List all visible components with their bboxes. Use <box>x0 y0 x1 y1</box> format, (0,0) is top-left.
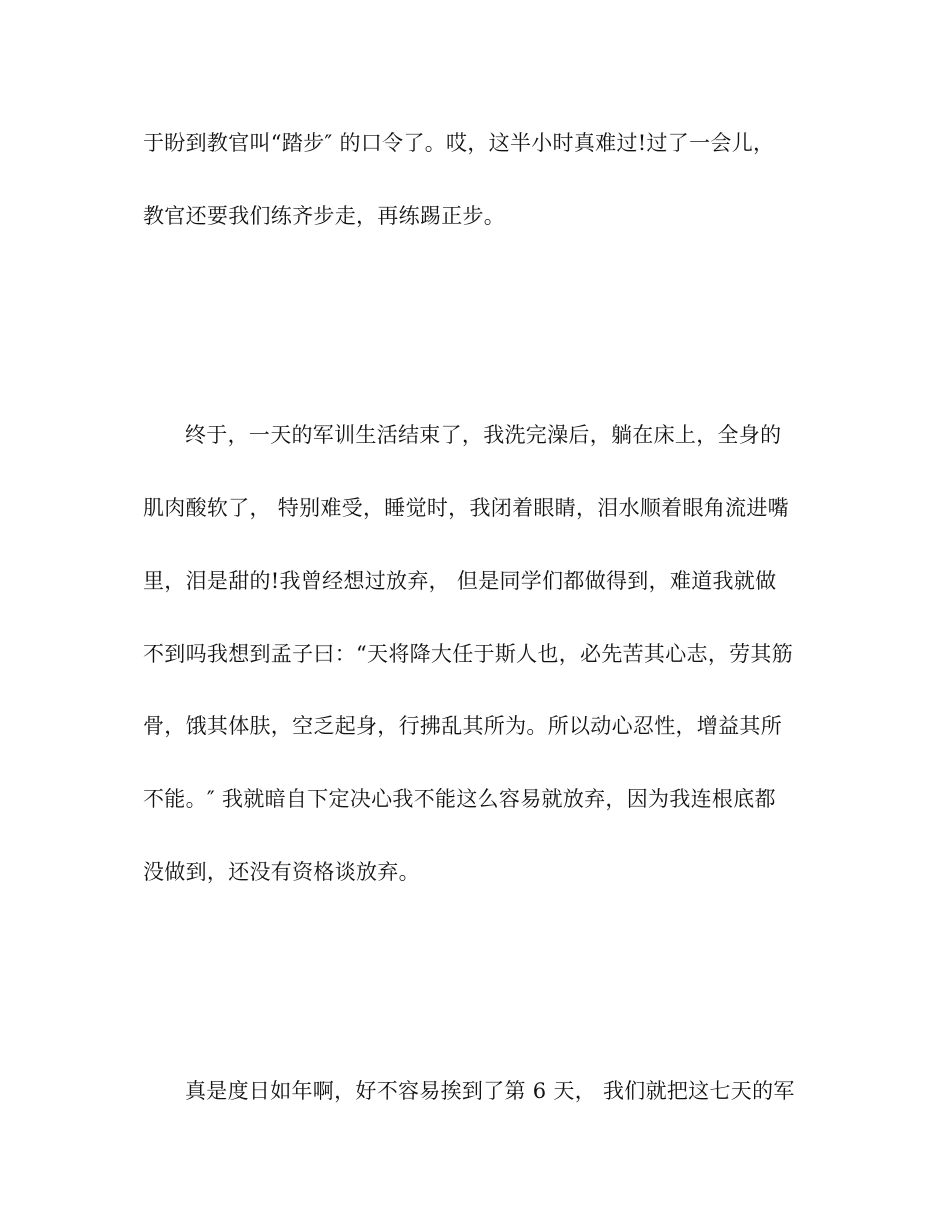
paragraph-2-line-4: 不到吗我想到孟子曰：“天将降大任于斯人也，必先苦其心志，劳其筋 <box>143 642 794 666</box>
paragraph-1-line-2: 教官还要我们练齐步走，再练踢正步。 <box>143 204 506 228</box>
paragraph-2-line-2: 肌肉酸软了， 特别难受，睡觉时，我闭着眼睛，泪水顺着眼角流进嘴 <box>143 496 789 520</box>
paragraph-2-line-1: 终于，一天的军训生活结束了，我洗完澡后，躺在床上，全身的 <box>185 423 782 447</box>
paragraph-2-line-3: 里，泪是甜的!我曾经想过放弃， 但是同学们都做得到，难道我就做 <box>143 569 777 593</box>
paragraph-2-line-7: 没做到，还没有资格谈放弃。 <box>143 860 420 884</box>
paragraph-3-line-1: 真是度日如年啊，好不容易挨到了第 6 天， 我们就把这七天的军 <box>185 1079 795 1103</box>
paragraph-1-line-1: 于盼到教官叫“踏步″ 的口令了。哎，这半小时真难过!过了一会儿， <box>143 131 775 155</box>
paragraph-2-line-5: 骨，饿其体肤，空乏起身，行拂乱其所为。所以动心忍性，增益其所 <box>143 714 782 738</box>
paragraph-2-line-6: 不能。″ 我就暗自下定决心我不能这么容易就放弃，因为我连根底都 <box>143 787 776 811</box>
